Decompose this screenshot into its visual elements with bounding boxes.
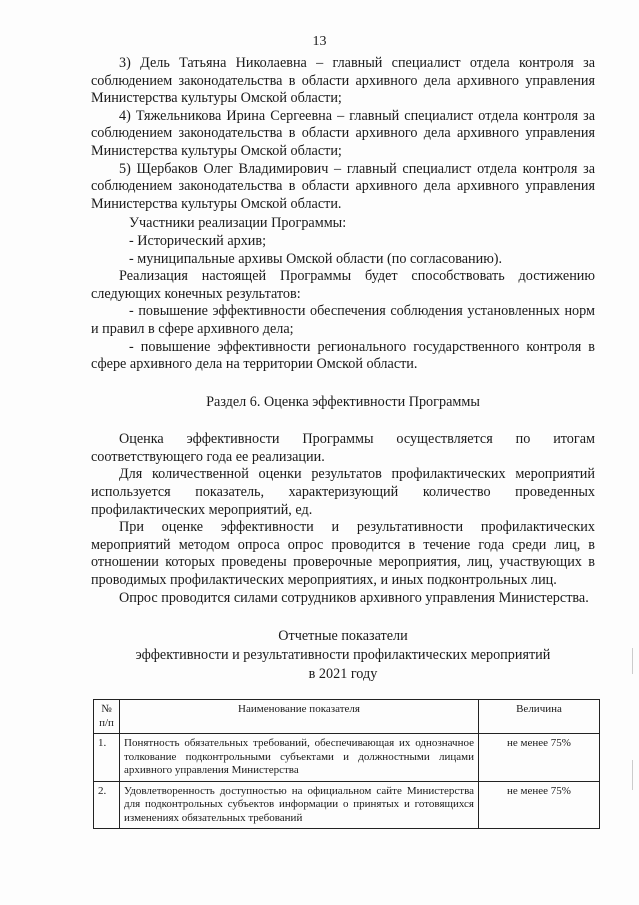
- indicator-name: Понятность обязательных требований, обеспечивающая их однозначное толкование подконтрольными субъектами и должностными лицами архивного управления Министерства: [120, 734, 479, 782]
- report-title-line: в 2021 году: [308, 666, 378, 683]
- document-body: [91, 55, 595, 684]
- indicator-value: не менее 75%: [479, 781, 600, 829]
- result-item: - повышение эффективности обеспечения соблюдения установленных норм и правил в сфере архивного дела;: [91, 303, 595, 337]
- row-number: 2.: [94, 781, 120, 829]
- scan-artifact: [632, 760, 633, 790]
- section-paragraph: Для количественной оценки результатов профилактических мероприятий используется показатель, характеризующий количество проведенных профилактических мероприятий, ед.: [91, 466, 595, 518]
- column-header: Наименование показателя: [120, 700, 479, 734]
- table-row: [94, 734, 600, 782]
- results-intro: Реализация настоящей Программы будет способствовать достижению следующих конечных результатов:: [91, 268, 595, 302]
- participant-item: - Исторический архив;: [129, 232, 267, 249]
- table-header-row: [94, 700, 600, 734]
- member-3: 3) Дель Татьяна Николаевна – главный специалист отдела контроля за соблюдением законодательства в области архивного дела архивного управления Министерства культуры Омской области;: [91, 55, 595, 107]
- member-5: 5) Щербаков Олег Владимирович – главный специалист отдела контроля за соблюдением законодательства в области архивного дела архивного управления Министерства культуры Омской области.: [91, 160, 595, 212]
- report-title: [91, 627, 595, 684]
- scan-artifact: [632, 648, 633, 674]
- member-4: 4) Тяжельникова Ирина Сергеевна – главный специалист отдела контроля за соблюдением законодательства в области архивного дела архивного управления Министерства культуры Омской области;: [91, 107, 595, 159]
- column-header: № п/п: [94, 700, 120, 734]
- indicator-value: не менее 75%: [479, 734, 600, 782]
- table-row: [94, 781, 600, 829]
- indicator-name: Удовлетворенность доступностью на официальном сайте Министерства для подконтрольных субъектов информации о принятых и готовящихся изменениях обязательных требований: [120, 781, 479, 829]
- section-paragraph: Оценка эффективности Программы осуществляется по итогам соответствующего года ее реализации.: [91, 431, 595, 465]
- result-item: - повышение эффективности регионального государственного контроля в сфере архивного дела на территории Омской области.: [91, 338, 595, 373]
- participants-heading: Участники реализации Программы:: [129, 215, 347, 232]
- section-heading: Раздел 6. Оценка эффективности Программы: [206, 393, 480, 410]
- report-title-line: эффективности и результативности профилактических мероприятий: [135, 647, 551, 664]
- section-paragraph: При оценке эффективности и результативности профилактических мероприятий методом опроса опрос проводится в течение года среди лиц, в отношении которых проведены проверочные мероприятия, лиц, участвующих в проводимых профилактических мероприятиях, и иных подконтрольных лиц.: [91, 519, 595, 589]
- column-header: Величина: [479, 700, 600, 734]
- row-number: 1.: [94, 734, 120, 782]
- participant-item: - муниципальные архивы Омской области (по согласованию).: [129, 250, 503, 267]
- section-paragraph: Опрос проводится силами сотрудников архивного управления Министерства.: [119, 589, 589, 606]
- report-title-line: Отчетные показатели: [278, 628, 408, 645]
- page-number: 13: [312, 34, 327, 49]
- indicators-table: [93, 699, 600, 829]
